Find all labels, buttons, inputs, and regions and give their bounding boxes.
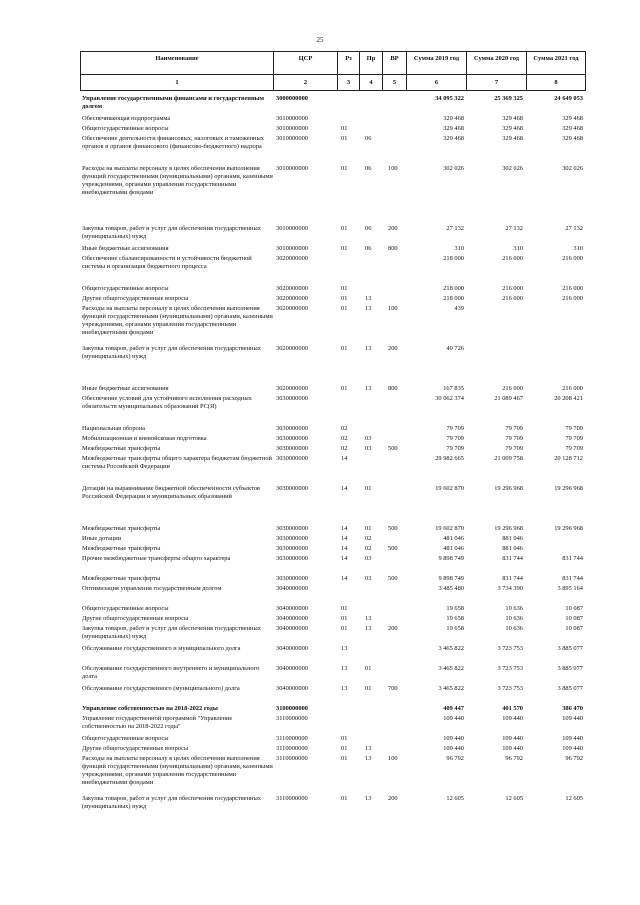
row-pr: 13 [365, 745, 372, 752]
row-vr: 700 [388, 685, 398, 692]
row-name: Расходы на выплаты персоналу в целях обеспечения выполнения функций государственными (муниципальными) органами, казенными учреждениями, органами управления государственными внебюджетными фондами [82, 305, 273, 336]
row-sum-2019: 109 440 [443, 715, 464, 722]
row-sum-2021: 831 744 [562, 575, 583, 582]
row-csr: 3000000000 [276, 95, 308, 102]
row-csr: 3020000000 [276, 305, 308, 312]
row-rz: 14 [341, 535, 348, 542]
row-sum-2019: 9 898 749 [438, 575, 464, 582]
row-sum-2020: 25 369 325 [494, 95, 523, 102]
row-csr: 3040000000 [276, 615, 308, 622]
row-pr: 06 [365, 135, 372, 142]
row-sum-2019: 109 440 [443, 745, 464, 752]
row-rz: 13 [341, 665, 348, 672]
row-sum-2021: 10 087 [565, 605, 583, 612]
row-sum-2019: 19 658 [446, 615, 464, 622]
row-sum-2020: 19 296 968 [494, 485, 523, 492]
row-sum-2021: 12 605 [565, 795, 583, 802]
row-sum-2020: 216 000 [502, 255, 523, 262]
row-sum-2021: 96 792 [565, 755, 583, 762]
row-sum-2019: 167 835 [443, 385, 464, 392]
row-csr: 3030000000 [276, 395, 308, 402]
row-sum-2020: 27 132 [505, 225, 523, 232]
row-pr: 03 [365, 575, 372, 582]
row-rz: 01 [341, 245, 348, 252]
row-name: Межбюджетные трансферты [82, 575, 161, 582]
row-sum-2021: 79 709 [565, 435, 583, 442]
row-rz: 01 [341, 225, 348, 232]
row-sum-2021: 329 468 [562, 115, 583, 122]
row-sum-2019: 79 709 [446, 435, 464, 442]
row-rz: 14 [341, 545, 348, 552]
row-pr: 13 [365, 755, 372, 762]
row-name: Межбюджетные трансферты общего характера бюджетам бюджетной системы Российской Федерации [82, 455, 272, 470]
row-csr: 3040000000 [276, 665, 308, 672]
row-sum-2019: 329 468 [443, 125, 464, 132]
row-sum-2021: 329 468 [562, 125, 583, 132]
row-csr: 3030000000 [276, 435, 308, 442]
row-csr: 3020000000 [276, 295, 308, 302]
row-pr: 02 [365, 545, 372, 552]
row-sum-2020: 21 009 758 [494, 455, 523, 462]
row-pr: 13 [365, 305, 372, 312]
row-sum-2019: 329 468 [443, 115, 464, 122]
row-csr: 3110000000 [276, 715, 308, 722]
row-sum-2021: 329 468 [562, 135, 583, 142]
row-sum-2020: 10 636 [505, 625, 523, 632]
row-sum-2021: 3 885 077 [557, 645, 583, 652]
row-sum-2019: 29 982 665 [435, 455, 464, 462]
row-vr: 200 [388, 625, 398, 632]
row-pr: 06 [365, 225, 372, 232]
row-sum-2020: 831 744 [502, 555, 523, 562]
row-sum-2020: 3 723 753 [497, 645, 523, 652]
row-vr: 500 [388, 545, 398, 552]
row-sum-2019: 19 658 [446, 625, 464, 632]
row-name: Иные бюджетные ассигнования [82, 385, 169, 392]
row-pr: 06 [365, 245, 372, 252]
row-name: Другие общегосударственные вопросы [82, 295, 189, 302]
header-num-6: 6 [407, 75, 467, 91]
row-csr: 3020000000 [276, 285, 308, 292]
header-cell-sum-2020: Сумма 2020 год [467, 52, 527, 75]
row-name: Оптимизация управления государственным долгом [82, 585, 222, 592]
row-csr: 3010000000 [276, 225, 308, 232]
row-name: Другие общегосударственные вопросы [82, 615, 189, 622]
row-sum-2021: 216 000 [562, 255, 583, 262]
row-name: Другие общегосударственные вопросы [82, 745, 189, 752]
row-sum-2020: 19 296 968 [494, 525, 523, 532]
row-sum-2021: 10 087 [565, 615, 583, 622]
row-sum-2020: 401 570 [502, 705, 523, 712]
row-csr: 3010000000 [276, 165, 308, 172]
header-cell-pr: Пр [360, 52, 383, 75]
row-pr: 01 [365, 525, 372, 532]
row-csr: 3110000000 [276, 755, 308, 762]
row-sum-2020: 21 089 467 [494, 395, 523, 402]
row-sum-2019: 34 095 322 [435, 95, 464, 102]
row-sum-2020: 109 440 [502, 745, 523, 752]
row-pr: 13 [365, 615, 372, 622]
row-sum-2019: 96 792 [446, 755, 464, 762]
row-sum-2021: 20 208 421 [554, 395, 583, 402]
row-csr: 3040000000 [276, 625, 308, 632]
row-vr: 800 [388, 385, 398, 392]
header-num-4: 4 [360, 75, 383, 91]
row-csr: 3040000000 [276, 685, 308, 692]
row-sum-2020: 3 723 753 [497, 665, 523, 672]
row-pr: 13 [365, 295, 372, 302]
row-sum-2021: 216 000 [562, 385, 583, 392]
row-csr: 3010000000 [276, 245, 308, 252]
row-sum-2020: 3 734 390 [497, 585, 523, 592]
row-name: Обслуживание государственного и муниципального долга [82, 645, 241, 652]
row-name: Иные бюджетные ассигнования [82, 245, 169, 252]
row-vr: 500 [388, 525, 398, 532]
row-sum-2020: 3 723 753 [497, 685, 523, 692]
row-pr: 01 [365, 485, 372, 492]
row-sum-2019: 30 062 374 [435, 395, 464, 402]
row-sum-2019: 409 447 [443, 705, 464, 712]
row-pr: 03 [365, 445, 372, 452]
row-rz: 14 [341, 555, 348, 562]
row-sum-2020: 881 046 [502, 535, 523, 542]
row-sum-2020: 831 744 [502, 575, 523, 582]
header-num-7: 7 [467, 75, 527, 91]
row-sum-2020: 79 709 [505, 435, 523, 442]
row-sum-2020: 10 636 [505, 615, 523, 622]
row-rz: 01 [341, 295, 348, 302]
row-csr: 3030000000 [276, 545, 308, 552]
row-rz: 01 [341, 605, 348, 612]
row-rz: 01 [341, 345, 348, 352]
row-sum-2021: 216 000 [562, 295, 583, 302]
row-csr: 3020000000 [276, 255, 308, 262]
header-cell-vr: ВР [383, 52, 407, 75]
header-num-1: 1 [81, 75, 274, 91]
row-vr: 100 [388, 305, 398, 312]
row-csr: 3030000000 [276, 485, 308, 492]
row-rz: 13 [341, 685, 348, 692]
row-rz: 01 [341, 615, 348, 622]
row-name: Управление государственной программой "Управление собственностью на 2018-2022 годы" [82, 715, 233, 730]
row-vr: 500 [388, 445, 398, 452]
row-sum-2020: 109 440 [502, 735, 523, 742]
row-sum-2020: 79 709 [505, 425, 523, 432]
row-rz: 14 [341, 575, 348, 582]
row-vr: 100 [388, 755, 398, 762]
row-csr: 3030000000 [276, 425, 308, 432]
row-sum-2019: 329 468 [443, 135, 464, 142]
row-csr: 3030000000 [276, 525, 308, 532]
row-name: Обеспечение условий для устойчивого исполнения расходных обязательств муниципальных образований РС(Я) [82, 395, 252, 410]
row-name: Иные дотации [82, 535, 122, 542]
row-name: Закупка товаров, работ и услуг для обеспечения государственных (муниципальных) нужд [82, 225, 261, 240]
row-sum-2021: 10 087 [565, 625, 583, 632]
row-name: Управление собственностью на 2018-2022 годы [82, 705, 218, 712]
header-num-2: 2 [274, 75, 338, 91]
row-sum-2019: 79 709 [446, 425, 464, 432]
row-rz: 01 [341, 135, 348, 142]
row-name: Управление государственными финансами и государственным долгом [82, 95, 265, 110]
row-pr: 02 [365, 535, 372, 542]
row-csr: 3040000000 [276, 605, 308, 612]
row-sum-2021: 3 885 077 [557, 685, 583, 692]
row-csr: 3110000000 [276, 735, 308, 742]
row-sum-2021: 24 649 053 [554, 95, 583, 102]
row-sum-2021: 831 744 [562, 555, 583, 562]
row-name: Расходы на выплаты персоналу в целях обеспечения выполнения функций государственными (муниципальными) органами, казенными учреждениями, органами управления государственными внебюджетными фондами [82, 165, 273, 196]
row-name: Закупка товаров, работ и услуг для обеспечения государственных (муниципальных) нужд [82, 795, 261, 810]
row-csr: 3030000000 [276, 535, 308, 542]
row-name: Межбюджетные трансферты [82, 445, 161, 452]
header-num-8: 8 [527, 75, 586, 91]
row-csr: 3020000000 [276, 345, 308, 352]
row-sum-2021: 216 000 [562, 285, 583, 292]
row-name: Расходы на выплаты персоналу в целях обеспечения выполнения функций государственными (муниципальными) органами, казенными учреждениями, органами управления государственными внебюджетными фондами [82, 755, 273, 786]
row-name: Общегосударственные вопросы [82, 605, 169, 612]
row-pr: 13 [365, 625, 372, 632]
row-sum-2020: 329 468 [502, 115, 523, 122]
row-sum-2019: 481 046 [443, 545, 464, 552]
row-name: Общегосударственные вопросы [82, 285, 169, 292]
row-rz: 01 [341, 385, 348, 392]
row-sum-2021: 386 470 [562, 705, 583, 712]
row-sum-2021: 302 026 [562, 165, 583, 172]
row-sum-2019: 12 605 [446, 795, 464, 802]
row-sum-2019: 79 709 [446, 445, 464, 452]
row-vr: 800 [388, 245, 398, 252]
row-pr: 01 [365, 665, 372, 672]
row-csr: 3110000000 [276, 745, 308, 752]
row-pr: 13 [365, 385, 372, 392]
row-name: Дотации на выравнивание бюджетной обеспеченности субъектов Российской Федерации и муниципальных образований [82, 485, 260, 500]
row-name: Закупка товаров, работ и услуг для обеспечения государственных (муниципальных) нужд [82, 345, 261, 360]
row-name: Обеспечение деятельности финансовых, налоговых и таможенных органов и органов финансового (финансово-бюджетного) надзора [82, 135, 264, 150]
row-sum-2019: 49 726 [446, 345, 464, 352]
row-vr: 100 [388, 165, 398, 172]
row-csr: 3110000000 [276, 795, 308, 802]
row-sum-2019: 3 465 822 [438, 645, 464, 652]
row-sum-2021: 3 885 077 [557, 665, 583, 672]
row-sum-2019: 481 046 [443, 535, 464, 542]
row-sum-2021: 27 132 [565, 225, 583, 232]
header-cell-sum-2021: Сумма 2021 год [527, 52, 586, 75]
row-rz: 01 [341, 795, 348, 802]
row-name: Обслуживание государственного внутреннего и муниципального долга [82, 665, 260, 680]
row-rz: 01 [341, 305, 348, 312]
row-sum-2019: 9 898 749 [438, 555, 464, 562]
row-rz: 01 [341, 745, 348, 752]
row-vr: 500 [388, 575, 398, 582]
row-rz: 02 [341, 435, 348, 442]
header-cell-rz: Рз [338, 52, 360, 75]
row-vr: 200 [388, 225, 398, 232]
row-rz: 14 [341, 525, 348, 532]
row-sum-2019: 3 485 480 [438, 585, 464, 592]
row-sum-2019: 27 132 [446, 225, 464, 232]
row-sum-2020: 109 440 [502, 715, 523, 722]
row-sum-2019: 109 440 [443, 735, 464, 742]
row-sum-2021: 109 440 [562, 745, 583, 752]
row-rz: 13 [341, 645, 348, 652]
row-sum-2020: 329 468 [502, 135, 523, 142]
row-sum-2020: 79 709 [505, 445, 523, 452]
row-sum-2021: 19 296 968 [554, 485, 583, 492]
row-csr: 3040000000 [276, 645, 308, 652]
row-sum-2019: 218 000 [443, 285, 464, 292]
row-sum-2021: 109 440 [562, 735, 583, 742]
row-sum-2019: 218 000 [443, 255, 464, 262]
row-name: Обеспечивающая подпрограмма [82, 115, 171, 122]
row-sum-2020: 96 792 [505, 755, 523, 762]
row-csr: 3030000000 [276, 575, 308, 582]
row-name: Мобилизационная и вневойсковая подготовка [82, 435, 207, 442]
row-csr: 3100000000 [276, 705, 308, 712]
row-rz: 02 [341, 445, 348, 452]
row-csr: 3020000000 [276, 385, 308, 392]
row-csr: 3030000000 [276, 445, 308, 452]
row-sum-2020: 216 000 [502, 285, 523, 292]
row-rz: 01 [341, 625, 348, 632]
header-cell-name: Наименование [81, 52, 274, 75]
row-name: Общегосударственные вопросы [82, 125, 169, 132]
row-sum-2020: 310 [513, 245, 523, 252]
row-name: Обслуживание государственного (муниципального) долга [82, 685, 240, 692]
row-pr: 03 [365, 435, 372, 442]
row-csr: 3010000000 [276, 125, 308, 132]
row-rz: 14 [341, 455, 348, 462]
row-sum-2019: 302 026 [443, 165, 464, 172]
row-name: Общегосударственные вопросы [82, 735, 169, 742]
row-sum-2020: 216 000 [502, 295, 523, 302]
header-num-5: 5 [383, 75, 407, 91]
row-sum-2019: 439 [454, 305, 464, 312]
row-csr: 3040000000 [276, 585, 308, 592]
row-sum-2021: 79 709 [565, 445, 583, 452]
row-csr: 3030000000 [276, 455, 308, 462]
row-sum-2019: 310 [454, 245, 464, 252]
row-vr: 200 [388, 795, 398, 802]
row-sum-2021: 20 128 712 [554, 455, 583, 462]
row-pr: 13 [365, 345, 372, 352]
row-sum-2021: 109 440 [562, 715, 583, 722]
row-sum-2019: 3 465 822 [438, 685, 464, 692]
row-rz: 01 [341, 755, 348, 762]
row-sum-2020: 302 026 [502, 165, 523, 172]
row-pr: 01 [365, 685, 372, 692]
row-sum-2019: 19 602 870 [435, 525, 464, 532]
row-pr: 06 [365, 165, 372, 172]
row-sum-2020: 881 046 [502, 545, 523, 552]
row-csr: 3010000000 [276, 135, 308, 142]
row-name: Закупка товаров, работ и услуг для обеспечения государственных (муниципальных) нужд [82, 625, 261, 640]
header-num-3: 3 [338, 75, 360, 91]
row-pr: 13 [365, 795, 372, 802]
row-sum-2021: 310 [573, 245, 583, 252]
row-name: Обеспечение сбалансированности и устойчивости бюджетной системы и организация бюджетного процесса [82, 255, 252, 270]
row-name: Межбюджетные трансферты [82, 545, 161, 552]
row-name: Национальная оборона [82, 425, 145, 432]
row-sum-2019: 3 465 822 [438, 665, 464, 672]
header-cell-csr: ЦСР [274, 52, 338, 75]
row-rz: 01 [341, 125, 348, 132]
row-sum-2021: 79 709 [565, 425, 583, 432]
row-csr: 3010000000 [276, 115, 308, 122]
row-rz: 14 [341, 485, 348, 492]
row-sum-2019: 19 658 [446, 605, 464, 612]
row-sum-2021: 3 895 164 [557, 585, 583, 592]
row-sum-2020: 12 605 [505, 795, 523, 802]
row-rz: 02 [341, 425, 348, 432]
row-rz: 01 [341, 285, 348, 292]
row-sum-2021: 19 296 968 [554, 525, 583, 532]
page-number: 25 [316, 36, 324, 44]
row-vr: 200 [388, 345, 398, 352]
row-sum-2020: 216 000 [502, 385, 523, 392]
row-csr: 3030000000 [276, 555, 308, 562]
row-sum-2020: 10 636 [505, 605, 523, 612]
row-pr: 03 [365, 555, 372, 562]
row-name: Межбюджетные трансферты [82, 525, 161, 532]
row-sum-2020: 329 468 [502, 125, 523, 132]
row-sum-2019: 218 000 [443, 295, 464, 302]
row-sum-2019: 19 602 870 [435, 485, 464, 492]
row-rz: 01 [341, 165, 348, 172]
header-cell-sum-2019: Сумма 2019 год [407, 52, 467, 75]
row-rz: 01 [341, 735, 348, 742]
row-name: Прочие межбюджетные трансферты общего характера [82, 555, 231, 562]
